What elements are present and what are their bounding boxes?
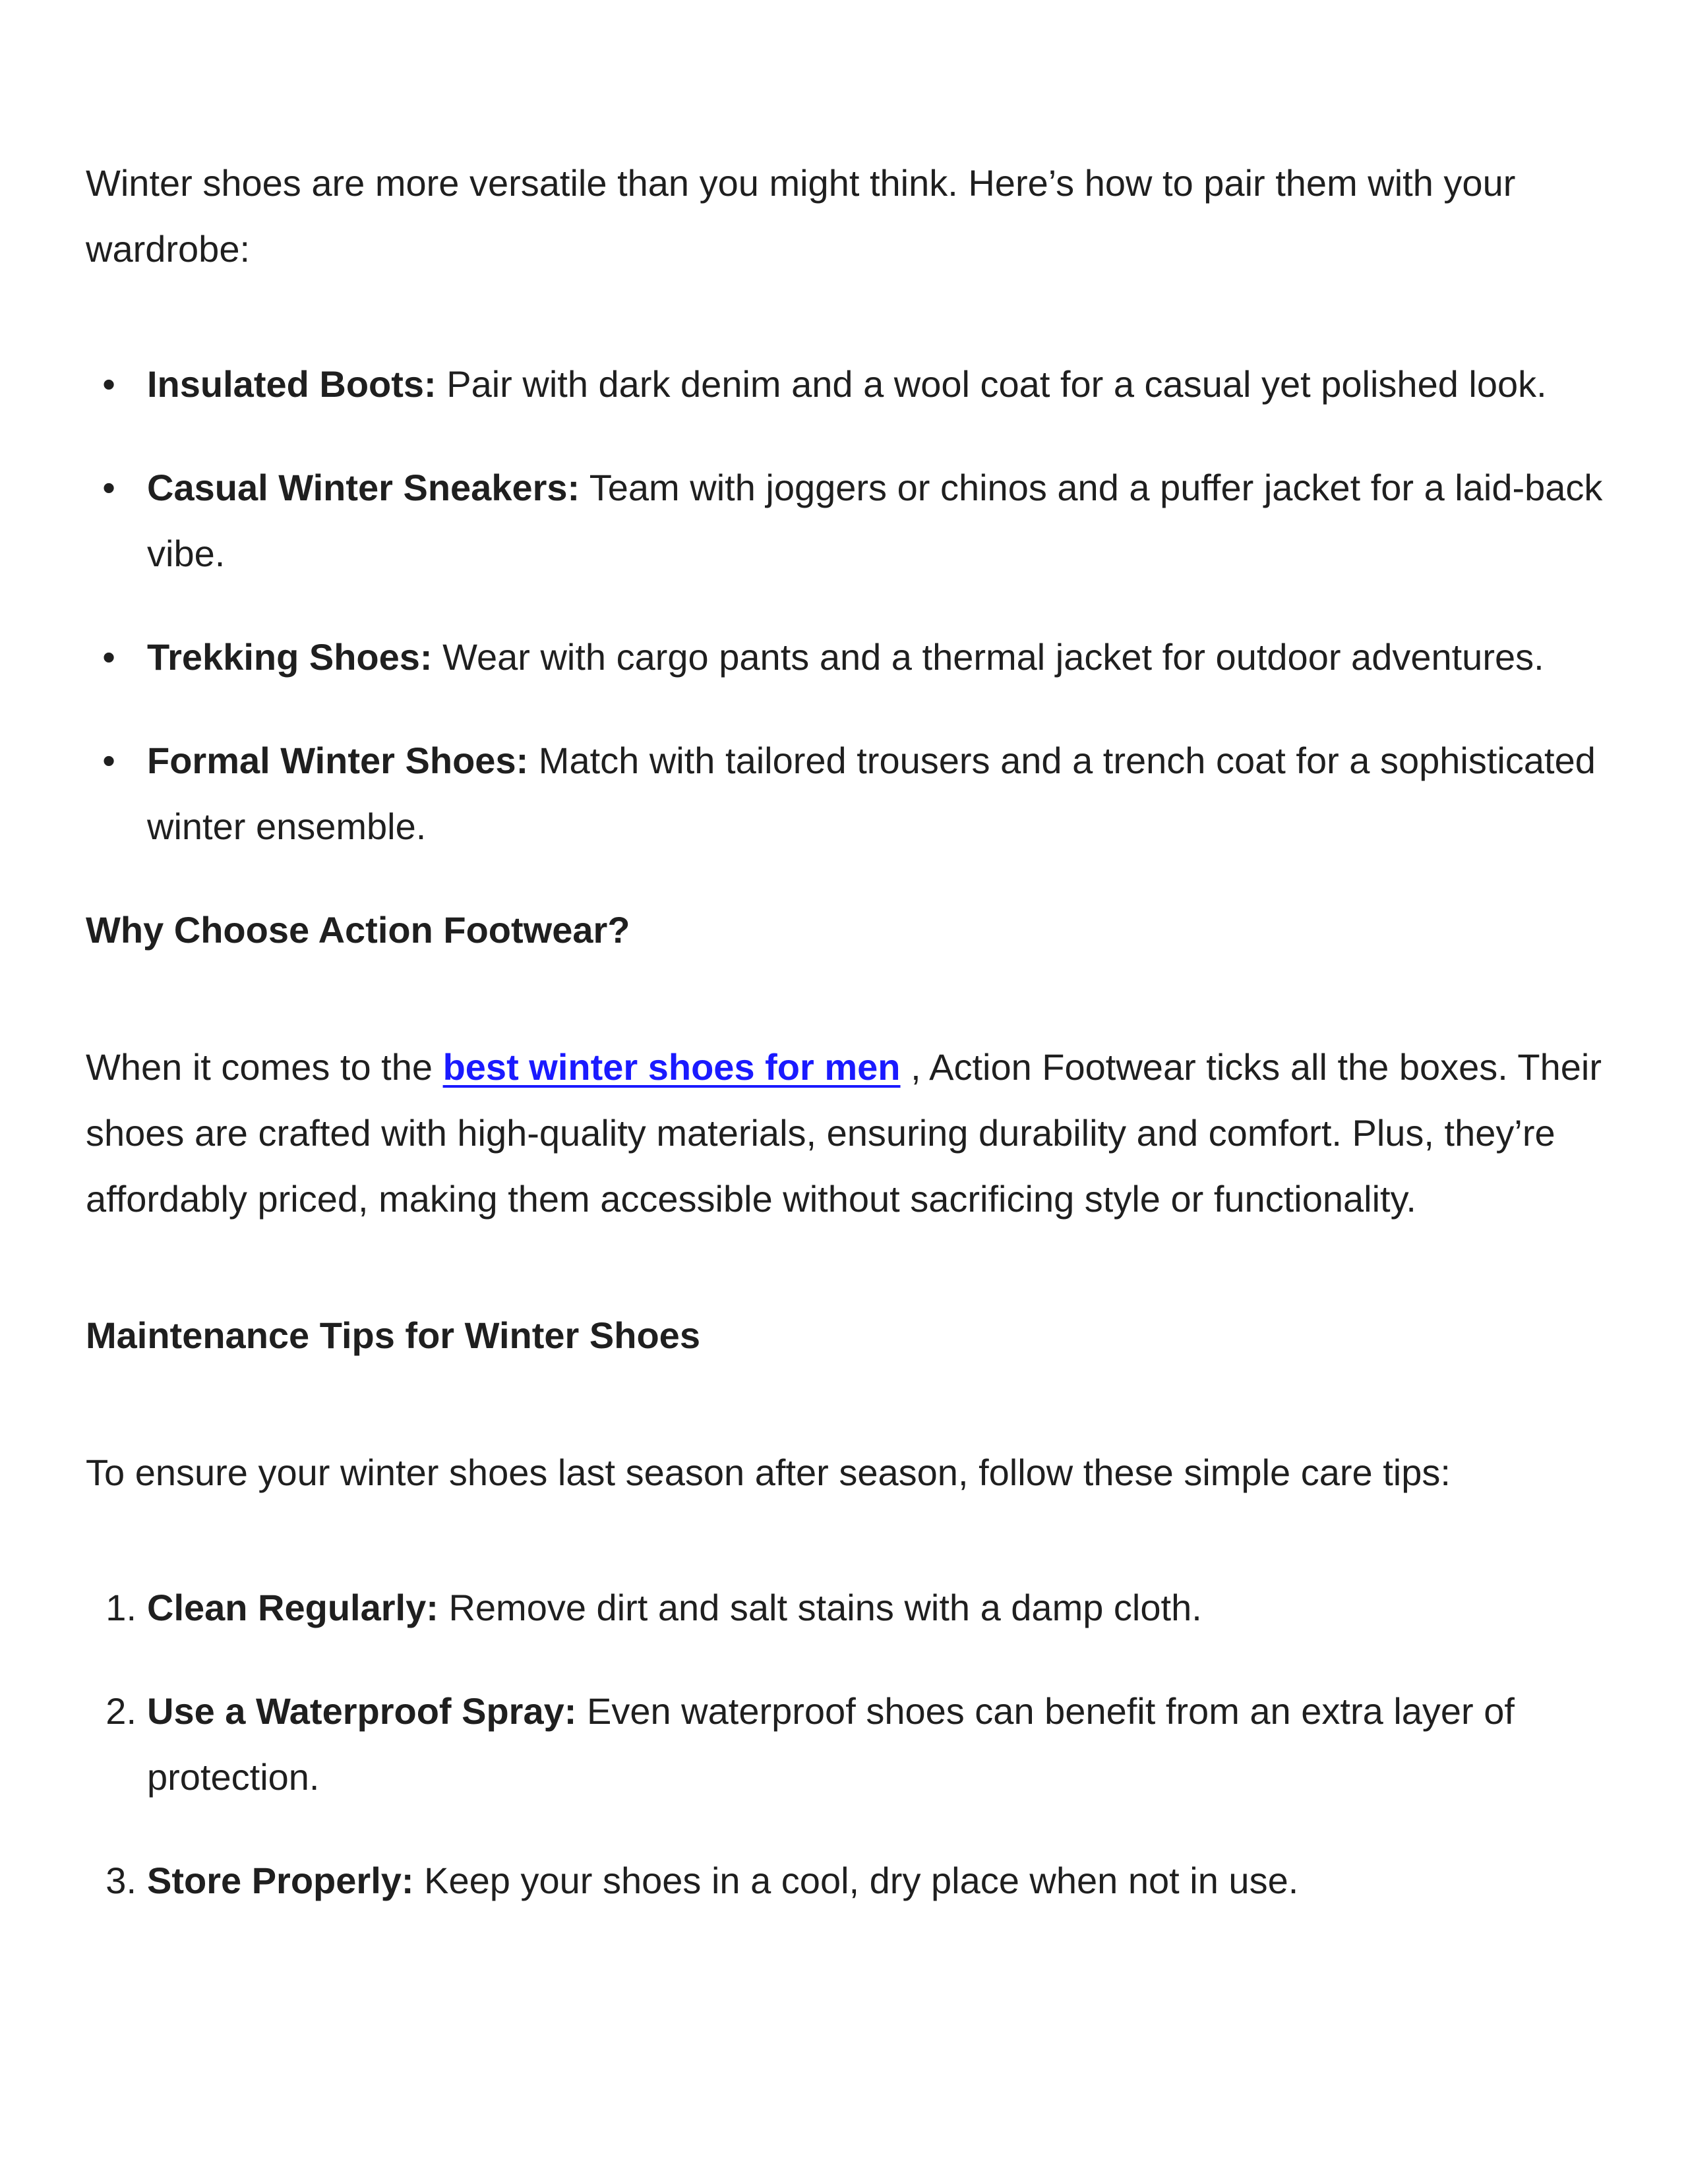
bullet-icon: •	[102, 467, 115, 508]
list-number: 3.	[106, 1860, 136, 1901]
bullet-icon: •	[102, 740, 115, 781]
list-number: 1.	[106, 1587, 136, 1628]
list-item	[102, 728, 1622, 860]
list-item-term: Clean Regularly:	[147, 1587, 438, 1628]
list-item-text: Keep your shoes in a cool, dry place when not in use.	[413, 1860, 1299, 1901]
care-list	[86, 1575, 1622, 1914]
list-item-text: Wear with cargo pants and a thermal jacket for outdoor adventures.	[432, 636, 1544, 678]
list-item	[106, 1848, 1622, 1914]
article-body	[86, 150, 1622, 1951]
intro-paragraph: Winter shoes are more versatile than you might think. Here’s how to pair them with your wardrobe:	[86, 162, 1516, 270]
list-item	[106, 1575, 1622, 1641]
list-item-term: Use a Waterproof Spray:	[147, 1690, 577, 1732]
why-text-after: , Action Footwear ticks all the boxes. Their shoes are crafted with high-quality materials, ensuring durability and comfort. Plus, they’re affordably priced, making them accessible without sacrificing style or functionality.	[86, 1046, 1602, 1220]
list-item-text: Match with tailored trousers and a trench coat for a sophisticated winter ensemble.	[147, 740, 1596, 847]
list-item-text: Remove dirt and salt stains with a damp cloth.	[438, 1587, 1202, 1628]
section-heading-maintenance: Maintenance Tips for Winter Shoes	[86, 1314, 700, 1356]
list-number: 2.	[106, 1690, 136, 1732]
bullet-icon: •	[102, 636, 115, 678]
why-paragraph	[86, 1034, 1622, 1232]
list-item-term: Trekking Shoes:	[147, 636, 433, 678]
list-item-text: Pair with dark denim and a wool coat for a casual yet polished look.	[436, 363, 1547, 405]
section-heading-why: Why Choose Action Footwear?	[86, 909, 630, 951]
list-item-term: Store Properly:	[147, 1860, 414, 1901]
why-text-before: When it comes to the	[86, 1046, 443, 1088]
list-item	[102, 455, 1622, 587]
list-item-text: Even waterproof shoes can benefit from an extra layer of protection.	[147, 1690, 1515, 1798]
care-intro-paragraph: To ensure your winter shoes last season after season, follow these simple care tips:	[86, 1452, 1451, 1493]
list-item-term: Casual Winter Sneakers:	[147, 467, 580, 508]
list-item	[102, 351, 1622, 417]
list-item-term: Formal Winter Shoes:	[147, 740, 529, 781]
best-winter-shoes-link[interactable]: best winter shoes for men	[442, 1046, 901, 1088]
bullet-icon: •	[102, 363, 115, 405]
list-item	[106, 1678, 1622, 1810]
list-item	[102, 624, 1622, 690]
list-item-term: Insulated Boots:	[147, 363, 437, 405]
styling-list	[86, 351, 1622, 860]
list-item-text: Team with joggers or chinos and a puffer jacket for a laid-back vibe.	[147, 467, 1603, 574]
